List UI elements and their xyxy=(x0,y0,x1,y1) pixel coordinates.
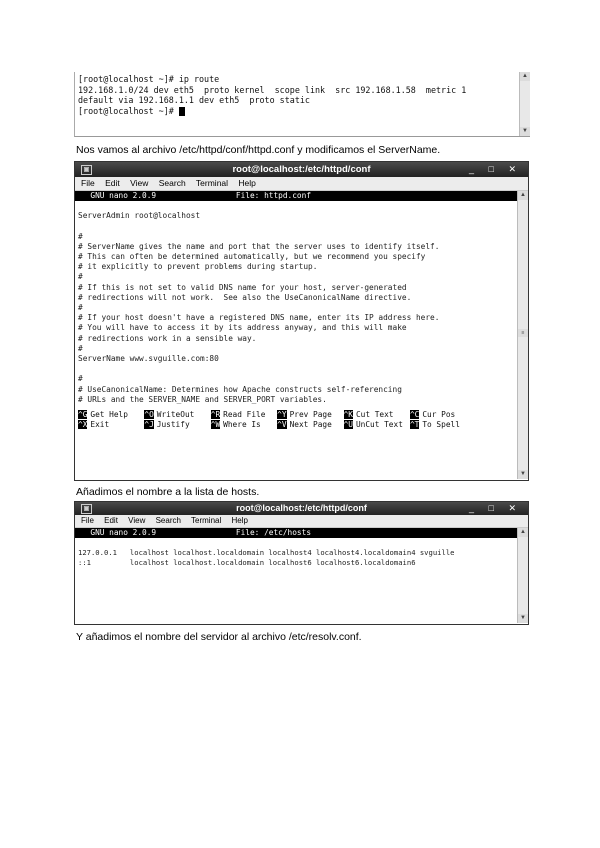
shortcut-key[interactable]: ^R xyxy=(210,410,221,420)
file-line: # UseCanonicalName: Determines how Apache constructs self-referencing xyxy=(78,384,402,394)
shortcut-label: Where Is xyxy=(223,420,261,430)
file-line: 127.0.0.1 localhost localhost.localdomain localhost4 localhost4.localdomain4 svguille xyxy=(78,548,455,558)
nano-header: GNU nano 2.0.9 File: /etc/hosts xyxy=(75,528,517,538)
scroll-up-icon[interactable]: ▲ xyxy=(518,528,528,537)
menu-view[interactable]: View xyxy=(130,178,149,188)
menu-edit[interactable]: Edit xyxy=(104,516,118,525)
file-line: # URLs and the SERVER_NAME and SERVER_PORT variables. xyxy=(78,394,327,404)
file-line xyxy=(75,364,517,374)
file-line: # redirections will not work. See also the UseCanonicalName directive. xyxy=(78,292,412,302)
shortcut-key[interactable]: ^V xyxy=(277,420,287,430)
file-line: ServerAdmin root@localhost xyxy=(78,211,201,221)
terminal-body xyxy=(75,191,528,479)
file-line: # You will have to access it by its address anyway, and this will make xyxy=(78,323,407,333)
shortcut-key[interactable]: ^G xyxy=(78,410,88,420)
scroll-down-icon[interactable]: ▼ xyxy=(518,614,528,623)
shortcut-label: Read File xyxy=(223,410,266,420)
shortcut-label: Justify xyxy=(156,420,190,430)
file-line: # xyxy=(78,343,83,353)
scrollbar[interactable] xyxy=(517,528,528,623)
terminal-line: 192.168.1.0/24 dev eth5 proto kernel scope link src 192.168.1.58 metric 1 xyxy=(78,84,467,95)
scrollbar[interactable] xyxy=(519,72,530,136)
file-line: ::1 localhost localhost.localdomain localhost6 localhost6.localdomain6 xyxy=(78,558,416,568)
scroll-down-icon[interactable]: ▼ xyxy=(520,127,530,136)
scroll-up-icon[interactable]: ▲ xyxy=(518,191,528,200)
file-line: # If this is not set to valid DNS name for your host, server-generated xyxy=(78,282,407,292)
file-line: # If your host doesn't have a registered DNS name, enter its IP address here. xyxy=(78,313,440,323)
file-line: # xyxy=(78,303,83,313)
menu-search[interactable]: Search xyxy=(158,178,186,188)
shortcut-key[interactable]: ^Y xyxy=(277,410,287,420)
file-line xyxy=(75,538,517,548)
window-title: root@localhost:/etc/httpd/conf xyxy=(236,503,367,513)
terminal-icon: ▣ xyxy=(81,165,92,175)
window-titlebar xyxy=(75,502,528,515)
file-line: # redirections work in a sensible way. xyxy=(78,333,257,343)
menu-search[interactable]: Search xyxy=(155,516,181,525)
shortcut-key[interactable]: ^C xyxy=(409,410,420,420)
terminal-window-httpd xyxy=(74,161,529,481)
shortcut-key[interactable]: ^J xyxy=(144,420,154,430)
shortcut-label: To Spell xyxy=(422,420,460,430)
nano-header: GNU nano 2.0.9 File: httpd.conf xyxy=(75,191,517,201)
menu-view[interactable]: View xyxy=(128,516,146,525)
file-content xyxy=(75,201,517,405)
caption-resolv: Y añadimos el nombre del servidor al archivo /etc/resolv.conf. xyxy=(76,631,362,643)
menu-edit[interactable]: Edit xyxy=(105,178,120,188)
window-title: root@localhost:/etc/httpd/conf xyxy=(232,164,371,175)
terminal-line: default via 192.168.1.1 dev eth5 proto static xyxy=(78,95,310,105)
menu-help[interactable]: Help xyxy=(238,178,256,188)
shortcut-label: Exit xyxy=(90,420,110,430)
shortcut-label: Next Page xyxy=(289,420,332,430)
shortcut-label: UnCut Text xyxy=(355,420,403,430)
file-line xyxy=(75,201,517,211)
file-line xyxy=(75,221,517,231)
shortcut-key[interactable]: ^U xyxy=(343,420,353,430)
menu-file[interactable]: File xyxy=(81,516,94,525)
menu-terminal[interactable]: Terminal xyxy=(195,178,229,188)
shortcut-key[interactable]: ^X xyxy=(78,420,88,430)
menu-file[interactable]: File xyxy=(81,178,95,188)
file-line: ServerName www.svguille.com:80 xyxy=(78,354,219,364)
window-controls[interactable]: _ □ ✕ xyxy=(469,503,522,513)
terminal-line: [root@localhost ~]# ip route xyxy=(78,74,220,84)
file-line: # xyxy=(78,272,83,282)
file-line: # it explicitly to prevent problems during startup. xyxy=(78,262,318,272)
shortcut-label: Cur Pos xyxy=(422,410,456,420)
scroll-up-icon[interactable]: ▲ xyxy=(520,72,530,81)
shortcut-key[interactable]: ^K xyxy=(343,410,353,420)
file-content xyxy=(75,538,517,569)
shortcut-label: WriteOut xyxy=(156,410,195,420)
file-line: # ServerName gives the name and port that the server uses to identify itself. xyxy=(78,241,440,251)
file-line: # xyxy=(78,231,83,241)
cursor-icon xyxy=(179,107,185,116)
file-line: # xyxy=(78,374,83,384)
terminal-body xyxy=(75,528,528,623)
menu-bar xyxy=(75,177,528,191)
window-controls[interactable]: _ □ ✕ xyxy=(469,164,522,174)
menu-bar xyxy=(75,515,528,528)
menu-help[interactable]: Help xyxy=(231,516,248,525)
file-line: # This can often be determined automatically, but we recommend you specify xyxy=(78,252,426,262)
shortcut-key[interactable]: ^O xyxy=(144,410,154,420)
shortcut-label: Cut Text xyxy=(355,410,394,420)
caption-httpd: Nos vamos al archivo /etc/httpd/conf/httpd.conf y modificamos el ServerName. xyxy=(76,144,441,156)
window-titlebar xyxy=(75,162,528,177)
terminal-window-hosts xyxy=(74,501,529,625)
menu-terminal[interactable]: Terminal xyxy=(191,516,222,525)
terminal-prompt: [root@localhost ~]# xyxy=(78,106,530,117)
route-terminal xyxy=(74,72,530,137)
shortcut-key[interactable]: ^T xyxy=(409,420,420,430)
scroll-grip-icon[interactable]: ≡ xyxy=(518,329,528,337)
shortcut-label: Prev Page xyxy=(289,410,332,420)
caption-hosts: Añadimos el nombre a la lista de hosts. xyxy=(76,486,260,498)
shortcut-row xyxy=(75,410,517,420)
shortcut-key[interactable]: ^W xyxy=(210,420,221,430)
shortcut-row xyxy=(75,420,517,430)
shortcut-label: Get Help xyxy=(90,410,128,420)
scroll-down-icon[interactable]: ▼ xyxy=(518,470,528,479)
scrollbar[interactable] xyxy=(517,191,528,479)
terminal-icon: ▣ xyxy=(81,504,92,514)
